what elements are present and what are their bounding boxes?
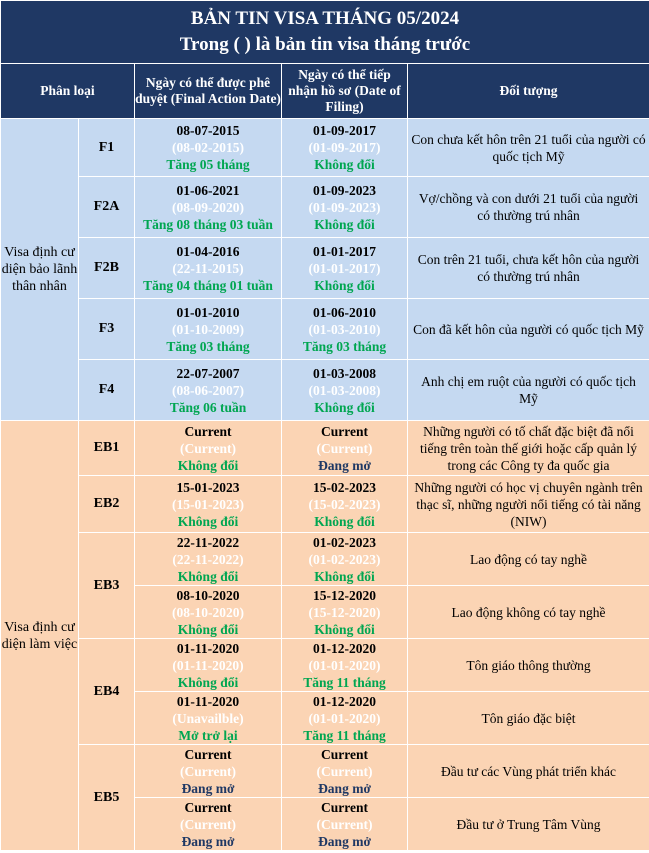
filing-previous: (15-02-2023) [308, 496, 381, 512]
filing-change: Không đổi [314, 621, 375, 637]
visa-code: F1 [79, 119, 135, 177]
target-description: Lao động có tay nghề [408, 533, 649, 586]
target-description: Lao động không có tay nghề [408, 586, 649, 639]
filing-cell [282, 798, 408, 851]
filing-current: 01-06-2010 [313, 304, 376, 320]
final-action-cell [135, 476, 282, 533]
filing-current: Current [321, 799, 368, 815]
final-action-change: Không đổi [177, 457, 239, 473]
filing-previous: (Current) [316, 440, 373, 456]
filing-cell [282, 533, 408, 586]
target-description: Tôn giáo đặc biệt [408, 692, 649, 745]
final-action-cell [135, 692, 282, 745]
filing-cell [282, 421, 408, 476]
filing-cell [282, 238, 408, 299]
target-description: Những người có học vị chuyên ngành trên thạc sĩ, những người nổi tiếng có tài năng (NIW) [408, 476, 649, 533]
visa-code: EB2 [79, 476, 135, 533]
final-action-previous: (Unavailble) [172, 710, 244, 726]
filing-previous: (01-01-2017) [308, 260, 381, 276]
filing-previous: (01-01-2020) [308, 710, 381, 726]
final-action-change: Đang mở [181, 780, 235, 796]
filing-previous: (15-12-2020) [308, 604, 381, 620]
filing-cell [282, 586, 408, 639]
final-action-cell [135, 533, 282, 586]
filing-cell [282, 476, 408, 533]
final-action-previous: (08-10-2020) [172, 604, 244, 620]
bulletin-title [1, 1, 649, 64]
final-action-previous: (Current) [180, 440, 236, 456]
final-action-cell [135, 798, 282, 851]
final-action-current: 08-10-2020 [176, 587, 240, 603]
filing-change: Không đổi [314, 568, 375, 584]
final-action-current: Current [184, 746, 232, 762]
final-action-previous: (15-01-2023) [172, 496, 244, 512]
title-main: BẢN TIN VISA THÁNG 05/2024 [190, 8, 460, 29]
final-action-previous: (01-10-2009) [172, 321, 244, 337]
final-action-previous: (08-02-2015) [172, 140, 244, 155]
final-action-current: 01-11-2020 [176, 640, 240, 656]
final-action-change: Tăng 03 tháng [166, 338, 250, 354]
visa-code: F4 [79, 360, 135, 421]
final-action-previous: (08-09-2020) [172, 199, 244, 215]
filing-cell [282, 639, 408, 692]
filing-cell [282, 360, 408, 421]
header-filing: Ngày có thể tiếp nhận hồ sơ (Date of Filing) [282, 64, 408, 119]
filing-change: Không đổi [314, 157, 375, 172]
target-description: Đầu tư các Vùng phát triển khác [408, 745, 649, 798]
filing-change: Không đổi [314, 399, 375, 415]
filing-current: 01-09-2017 [313, 123, 376, 138]
header-final-action: Ngày có thể được phê duyệt (Final Action Date) [135, 64, 282, 119]
filing-cell [282, 745, 408, 798]
filing-cell [282, 119, 408, 177]
filing-current: 01-03-2008 [313, 365, 376, 381]
final-action-previous: (08-06-2007) [172, 382, 244, 398]
filing-current: 15-02-2023 [313, 479, 376, 495]
group-employment: Visa định cư diện làm việc [1, 421, 79, 851]
filing-cell [282, 177, 408, 238]
final-action-cell [135, 745, 282, 798]
filing-change: Không đổi [314, 216, 375, 232]
filing-current: 01-12-2020 [313, 640, 376, 656]
group-family: Visa định cư diện bảo lãnh thân nhân [1, 119, 79, 421]
filing-change: Tăng 11 tháng [303, 727, 386, 743]
final-action-cell [135, 238, 282, 299]
final-action-current: 01-01-2010 [176, 304, 240, 320]
filing-previous: (01-02-2023) [308, 551, 381, 567]
title-note: Trong ( ) là bản tin visa tháng trước [179, 34, 471, 55]
visa-code: EB4 [79, 639, 135, 745]
final-action-current: Current [184, 799, 232, 815]
visa-code: EB5 [79, 745, 135, 851]
final-action-cell [135, 119, 282, 177]
filing-current: 01-01-2017 [313, 243, 376, 259]
final-action-current: 01-06-2021 [176, 182, 240, 198]
visa-code: EB1 [79, 421, 135, 476]
final-action-previous: (01-11-2020) [172, 657, 244, 673]
filing-current: Current [321, 746, 368, 762]
final-action-cell [135, 586, 282, 639]
filing-previous: (01-09-2017) [308, 140, 381, 155]
final-action-change: Không đổi [177, 621, 239, 637]
final-action-cell [135, 421, 282, 476]
filing-change: Tăng 03 tháng [302, 338, 387, 354]
filing-previous: (01-01-2020) [308, 657, 381, 673]
visa-code: F2B [79, 238, 135, 299]
final-action-current: Current [184, 423, 232, 439]
filing-current: 01-12-2020 [313, 693, 376, 709]
filing-current: 15-12-2020 [313, 587, 376, 603]
final-action-cell [135, 177, 282, 238]
final-action-cell [135, 639, 282, 692]
final-action-previous: (22-11-2022) [172, 551, 244, 567]
filing-cell [282, 299, 408, 360]
filing-change: Không đổi [314, 513, 375, 529]
target-description: Đầu tư ở Trung Tâm Vùng [408, 798, 649, 851]
final-action-cell [135, 299, 282, 360]
final-action-change: Không đổi [177, 568, 239, 584]
final-action-current: 22-07-2007 [176, 365, 240, 381]
final-action-current: 08-07-2015 [176, 123, 240, 138]
filing-change: Tăng 11 tháng [303, 674, 386, 690]
final-action-change: Không đổi [177, 674, 239, 690]
filing-previous: (Current) [316, 763, 373, 779]
final-action-change: Tăng 05 tháng [166, 157, 250, 172]
filing-change: Đang mở [318, 780, 371, 796]
target-description: Những người có tố chất đặc biệt đã nổi tiếng trên toàn thế giới hoặc cấp quản lý trong các Công ty đa quốc gia [408, 421, 649, 476]
filing-current: 01-09-2023 [313, 182, 376, 198]
filing-previous: (01-09-2023) [308, 199, 381, 215]
final-action-change: Đang mở [181, 833, 235, 849]
visa-code: EB3 [79, 533, 135, 639]
target-description: Con đã kết hôn của người có quốc tịch Mỹ [408, 299, 649, 360]
filing-previous: (01-03-2010) [308, 321, 381, 337]
final-action-previous: (Current) [180, 763, 236, 779]
final-action-change: Tăng 06 tuần [169, 399, 247, 415]
final-action-current: 15-01-2023 [176, 479, 240, 495]
target-description: Con trên 21 tuổi, chưa kết hôn của người có thường trú nhân [408, 238, 649, 299]
visa-code: F2A [79, 177, 135, 238]
header-target: Đối tượng [408, 64, 649, 119]
filing-previous: (Current) [316, 816, 373, 832]
final-action-current: 01-11-2020 [176, 693, 240, 709]
filing-current: Current [321, 423, 368, 439]
final-action-change: Không đổi [177, 513, 239, 529]
header-category: Phân loại [1, 64, 135, 119]
target-description: Anh chị em ruột của người có quốc tịch Mỹ [408, 360, 649, 421]
final-action-previous: (22-11-2015) [172, 260, 244, 276]
filing-change: Đang mở [318, 457, 371, 473]
filing-cell [282, 692, 408, 745]
visa-code: F3 [79, 299, 135, 360]
target-description: Vợ/chồng và con dưới 21 tuổi của người có thường trú nhân [408, 177, 649, 238]
filing-change: Đang mở [318, 833, 371, 849]
final-action-previous: (Current) [180, 816, 236, 832]
final-action-cell [135, 360, 282, 421]
final-action-current: 22-11-2022 [176, 534, 240, 550]
final-action-change: Mở trở lại [178, 727, 238, 743]
target-description: Con chưa kết hôn trên 21 tuổi của người có quốc tịch Mỹ [408, 119, 649, 177]
final-action-change: Tăng 08 tháng 03 tuần [143, 216, 273, 232]
target-description: Tôn giáo thông thường [408, 639, 649, 692]
filing-change: Không đổi [314, 277, 375, 293]
final-action-current: 01-04-2016 [176, 243, 240, 259]
final-action-change: Tăng 04 tháng 01 tuần [143, 277, 273, 293]
filing-current: 01-02-2023 [313, 534, 376, 550]
filing-previous: (01-03-2008) [308, 382, 381, 398]
